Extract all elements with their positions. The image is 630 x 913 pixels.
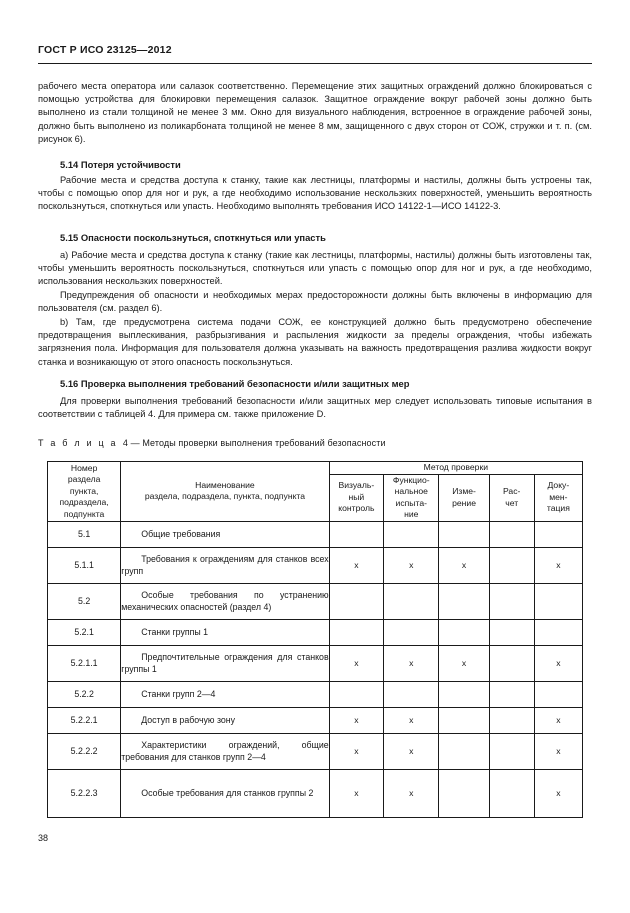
mark-cell-documentation: х	[534, 733, 582, 769]
paragraph-5-16: Для проверки выполнения требований безопасности и/или защитных мер следует использовать типовые испытания в соответствии с таблицей 4. Для примера см. также приложение D.	[38, 396, 592, 420]
mark-cell-functional	[384, 583, 439, 619]
header-method-measurement-line-1: рение	[452, 497, 476, 508]
table-body	[48, 521, 583, 817]
row-name-cell: Станки группы 1	[121, 619, 329, 645]
header-method-measurement	[439, 474, 489, 521]
header-number-line-3: подраздела,	[59, 497, 109, 507]
table-head	[48, 462, 583, 522]
header-divider	[38, 63, 592, 64]
paragraph-5-14: Рабочие места и средства доступа к станку, такие как лестницы, платформы и настилы, должны быть устроены так, чтобы с помощью опор для ног и рук, а где необходимо использование нескользких поверхностей, уменьшить вероятность поскользнуться, споткнуться или упасть. Необходимо выполнять требования ИСО 14122-1—ИСО 14122-3.	[38, 175, 592, 212]
header-method-visual-line-1: ный	[348, 491, 365, 502]
mark-cell-measurement	[439, 619, 489, 645]
header-method-functional	[384, 474, 439, 521]
header-method-calculation	[489, 474, 534, 521]
mark-cell-measurement	[439, 769, 489, 817]
table-caption-text: Методы проверки выполнения требований безопасности	[142, 438, 386, 448]
header-method-functional-line-1: нальное	[394, 486, 428, 496]
table-row	[48, 681, 583, 707]
table-caption-dash: —	[130, 438, 140, 448]
row-name-cell: Характеристики ограждений, общие требования для станков групп 2—4	[121, 733, 329, 769]
heading-5-14: 5.14 Потеря устойчивости	[60, 159, 181, 170]
table-row	[48, 521, 583, 547]
header-method-calculation-line-1: чет	[505, 497, 519, 508]
row-number-cell: 5.1	[48, 521, 121, 547]
header-method-documentation-line-0: Доку-	[547, 480, 570, 491]
paragraph-5-15-a: а) Рабочие места и средства доступа к станку (такие как лестницы, платформы, настилы) должны быть изготовлены так, чтобы уменьшить вероятность поскользнуться, споткнуться или упасть с помощью опор для ног и рук, а где необходимо, использования нескользких поверхностей.	[38, 250, 592, 287]
header-number-line-4: подпункта	[63, 508, 105, 519]
table-row	[48, 547, 583, 583]
table-caption-label: Т а б л и ц а	[38, 438, 118, 448]
row-number-cell: 5.2.1.1	[48, 645, 121, 681]
mark-cell-functional: х	[384, 547, 439, 583]
header-method-documentation-line-2: тация	[546, 503, 570, 514]
mark-cell-documentation	[534, 619, 582, 645]
mark-cell-documentation: х	[534, 645, 582, 681]
row-number-cell: 5.2.2.3	[48, 769, 121, 817]
table-row	[48, 619, 583, 645]
mark-cell-functional	[384, 521, 439, 547]
mark-cell-calculation	[489, 645, 534, 681]
mark-cell-visual	[329, 619, 383, 645]
row-number-cell: 5.2.1	[48, 619, 121, 645]
page-title: ГОСТ Р ИСО 23125—2012	[38, 44, 172, 56]
header-name-line-1: раздела, подраздела, пункта, подпункта	[144, 491, 306, 502]
mark-cell-functional: х	[384, 769, 439, 817]
mark-cell-functional: х	[384, 707, 439, 733]
mark-cell-measurement	[439, 707, 489, 733]
mark-cell-calculation	[489, 619, 534, 645]
header-number-line-1: раздела	[67, 474, 101, 484]
header-method-group: Метод проверки	[329, 462, 582, 475]
row-name-cell: Доступ в рабочую зону	[121, 707, 329, 733]
header-method-functional-line-2: испыта-	[395, 497, 427, 508]
table-row	[48, 733, 583, 769]
row-name-cell: Общие требования	[121, 521, 329, 547]
mark-cell-measurement	[439, 733, 489, 769]
header-method-visual-line-2: контроль	[338, 503, 375, 514]
table-row	[48, 645, 583, 681]
paragraph-5-15-b: b) Там, где предусмотрена система подачи СОЖ, ее конструкцией должно быть предусмотрено обеспечение предотвращения выплескивания, разбрызгивания и распыления жидкости за пределы ограждения, чтобы избежать загрязнения пола. Информация для пользователя должна указывать на важность предотвращения разлива жидкости вокруг станка и возникающую от этого опасность поскользнуться.	[38, 317, 592, 367]
header-number-line-0: Номер	[70, 462, 98, 473]
row-name-cell: Особые требования по устранению механических опасностей (раздел 4)	[121, 583, 329, 619]
verification-methods-table	[47, 461, 583, 818]
mark-cell-functional	[384, 681, 439, 707]
mark-cell-documentation	[534, 521, 582, 547]
mark-cell-visual: х	[329, 547, 383, 583]
header-number-line-2: пункта,	[69, 485, 99, 496]
row-number-cell: 5.2.2.2	[48, 733, 121, 769]
row-number-cell: 5.1.1	[48, 547, 121, 583]
mark-cell-calculation	[489, 547, 534, 583]
table-row	[48, 583, 583, 619]
mark-cell-measurement: х	[439, 645, 489, 681]
header-method-documentation-line-1: мен-	[549, 491, 568, 502]
mark-cell-calculation	[489, 681, 534, 707]
table-caption	[38, 438, 386, 448]
mark-cell-measurement	[439, 583, 489, 619]
header-method-functional-line-3: ние	[404, 509, 419, 519]
mark-cell-calculation	[489, 583, 534, 619]
row-name-cell: Предпочтительные ограждения для станков группы 1	[121, 645, 329, 681]
row-number-cell: 5.2	[48, 583, 121, 619]
header-method-functional-line-0: Функцио-	[392, 474, 430, 485]
mark-cell-documentation	[534, 681, 582, 707]
header-number-column	[48, 462, 121, 522]
paragraph-5-15-warning: Предупреждения об опасности и необходимых мерах предосторожности должны быть включены в информацию для пользователя (см. раздел 6).	[38, 290, 592, 314]
mark-cell-functional	[384, 619, 439, 645]
mark-cell-visual	[329, 521, 383, 547]
table-caption-number: 4	[122, 438, 129, 448]
header-method-visual	[329, 474, 383, 521]
mark-cell-visual: х	[329, 645, 383, 681]
row-number-cell: 5.2.2	[48, 681, 121, 707]
mark-cell-documentation: х	[534, 707, 582, 733]
page-number: 38	[38, 833, 49, 843]
header-method-documentation	[534, 474, 582, 521]
mark-cell-calculation	[489, 769, 534, 817]
row-name-cell: Станки групп 2—4	[121, 681, 329, 707]
heading-5-16: 5.16 Проверка выполнения требований безопасности и/или защитных мер	[60, 378, 410, 389]
mark-cell-visual: х	[329, 733, 383, 769]
mark-cell-measurement: х	[439, 547, 489, 583]
row-number-cell: 5.2.2.1	[48, 707, 121, 733]
row-name-cell: Требования к ограждениям для станков всех групп	[121, 547, 329, 583]
mark-cell-calculation	[489, 521, 534, 547]
header-method-measurement-line-0: Изме-	[452, 486, 476, 496]
mark-cell-calculation	[489, 733, 534, 769]
table-header-row-1	[48, 462, 583, 475]
header-method-visual-line-0: Визуаль-	[338, 480, 375, 491]
heading-5-15: 5.15 Опасности поскользнуться, споткнуться или упасть	[60, 232, 326, 243]
mark-cell-visual: х	[329, 769, 383, 817]
mark-cell-visual	[329, 583, 383, 619]
mark-cell-calculation	[489, 707, 534, 733]
table-row	[48, 769, 583, 817]
mark-cell-documentation: х	[534, 547, 582, 583]
mark-cell-documentation	[534, 583, 582, 619]
mark-cell-measurement	[439, 521, 489, 547]
header-name-column	[121, 462, 329, 522]
header-name-line-0: Наименование	[195, 479, 255, 490]
table-row	[48, 707, 583, 733]
mark-cell-visual	[329, 681, 383, 707]
header-method-calculation-line-0: Рас-	[502, 486, 521, 496]
mark-cell-functional: х	[384, 733, 439, 769]
mark-cell-measurement	[439, 681, 489, 707]
mark-cell-documentation: х	[534, 769, 582, 817]
mark-cell-visual: х	[329, 707, 383, 733]
row-name-cell: Особые требования для станков группы 2	[121, 769, 329, 817]
paragraph-continuation: рабочего места оператора или салазок соответственно. Перемещение этих защитных ограждений должно блокироваться с помощью устройства для блокировки перемещения салазок. Защитное ограждение вокруг рабочей зоны должно быть выполнено из стали толщиной не менее 3 мм. Окно для визуального наблюдения, встроенное в ограждение рабочей зоны, должно быть выполнено из поликарбоната толщиной не менее 8 мм, защищенного с двух сторон от СОЖ, стружки и т. п. (см. рисунок 6).	[38, 81, 592, 144]
mark-cell-functional: х	[384, 645, 439, 681]
